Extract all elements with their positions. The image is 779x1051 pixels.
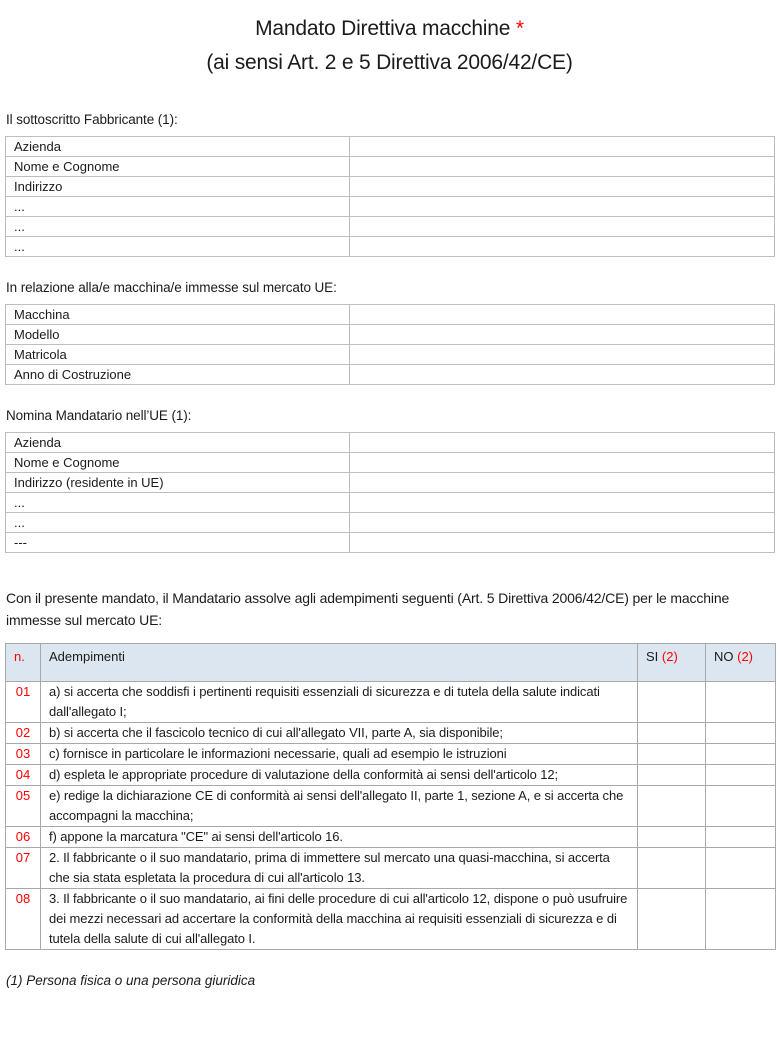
si-answer-cell[interactable] [638, 827, 706, 848]
table-row [6, 345, 775, 365]
field-value-cell[interactable] [350, 533, 775, 553]
required-asterisk: * [515, 17, 524, 40]
obligation-text-cell: a) si accerta che soddisfi i pertinenti requisiti essenziali di sicurezza e di tutela della salute indicati dall'allegato I; [41, 682, 638, 723]
field-label-cell: --- [6, 533, 350, 553]
obligation-text-cell: e) redige la dichiarazione CE di conformità ai sensi dell'allegato II, parte 1, sezione A, e si accerta che accompagni la macchina; [41, 786, 638, 827]
page-title [0, 12, 779, 80]
no-answer-cell[interactable] [706, 682, 776, 723]
table-row [6, 325, 775, 345]
obligation-text-cell: 2. Il fabbricante o il suo mandatario, prima di immettere sul mercato una quasi-macchina, si accerta che sia stata espletata la procedura di cui all'articolo 13. [41, 848, 638, 889]
fabbricante-table [5, 136, 775, 257]
field-label-cell: Macchina [6, 305, 350, 325]
obligation-row [6, 682, 776, 723]
no-answer-cell[interactable] [706, 723, 776, 744]
si-answer-cell[interactable] [638, 765, 706, 786]
field-label-cell: ... [6, 237, 350, 257]
obligation-text-cell: 3. Il fabbricante o il suo mandatario, ai fini delle procedure di cui all'articolo 12, dispone o può usufruire dei mezzi necessari ad accertare la conformità della macchina ai requisiti essenziali di sicurezza e di tutela della salute di cui all'allegato I. [41, 889, 638, 950]
obligation-text-cell: f) appone la marcatura "CE" ai sensi dell'articolo 16. [41, 827, 638, 848]
field-value-cell[interactable] [350, 305, 775, 325]
table-row [6, 217, 775, 237]
table-row [6, 493, 775, 513]
section-label-mandatario: Nomina Mandatario nell’UE (1): [6, 408, 192, 423]
table-row [6, 453, 775, 473]
table-row [6, 365, 775, 385]
si-answer-cell[interactable] [638, 889, 706, 950]
field-label-cell: Indirizzo [6, 177, 350, 197]
mandatario-table [5, 432, 775, 553]
table-row [6, 157, 775, 177]
obligation-row [6, 723, 776, 744]
field-value-cell[interactable] [350, 345, 775, 365]
field-value-cell[interactable] [350, 217, 775, 237]
col-header-si: SI (2) [638, 644, 706, 682]
row-number-cell: 03 [6, 744, 41, 765]
intro-paragraph: Con il presente mandato, il Mandatario assolve agli adempimenti seguenti (Art. 5 Direttiva 2006/42/CE) per le macchine immesse sul mercato UE: [6, 590, 730, 628]
table-row [6, 513, 775, 533]
field-value-cell[interactable] [350, 157, 775, 177]
table-row [6, 197, 775, 217]
section-label-fabbricante: Il sottoscritto Fabbricante (1): [6, 112, 178, 127]
si-answer-cell[interactable] [638, 786, 706, 827]
no-footnote-ref: (2) [737, 649, 754, 664]
no-answer-cell[interactable] [706, 889, 776, 950]
obligation-row [6, 889, 776, 950]
table-row [6, 473, 775, 493]
row-number-cell: 07 [6, 848, 41, 889]
table-row [6, 433, 775, 453]
row-number-cell: 01 [6, 682, 41, 723]
si-answer-cell[interactable] [638, 744, 706, 765]
obligation-row [6, 786, 776, 827]
si-answer-cell[interactable] [638, 682, 706, 723]
si-footnote-ref: (2) [661, 649, 678, 664]
title-line-2: (ai sensi Art. 2 e 5 Direttiva 2006/42/CE) [206, 51, 573, 74]
field-label-cell: ... [6, 513, 350, 533]
field-value-cell[interactable] [350, 473, 775, 493]
no-answer-cell[interactable] [706, 765, 776, 786]
col-header-adempimenti: Adempimenti [41, 644, 638, 682]
field-value-cell[interactable] [350, 197, 775, 217]
field-label-cell: Modello [6, 325, 350, 345]
field-value-cell[interactable] [350, 177, 775, 197]
macchina-table [5, 304, 775, 385]
si-answer-cell[interactable] [638, 723, 706, 744]
row-number-cell: 02 [6, 723, 41, 744]
obligations-table [5, 643, 776, 950]
obligation-row [6, 744, 776, 765]
no-answer-cell[interactable] [706, 827, 776, 848]
row-number-cell: 05 [6, 786, 41, 827]
no-answer-cell[interactable] [706, 786, 776, 827]
field-label-cell: Anno di Costruzione [6, 365, 350, 385]
obligation-row [6, 765, 776, 786]
field-value-cell[interactable] [350, 433, 775, 453]
table-row [6, 533, 775, 553]
footnote-1: (1) Persona fisica o una persona giuridica [6, 973, 256, 988]
row-number-cell: 04 [6, 765, 41, 786]
obligation-row [6, 827, 776, 848]
table-row [6, 237, 775, 257]
field-label-cell: ... [6, 493, 350, 513]
no-answer-cell[interactable] [706, 848, 776, 889]
title-line-1 [0, 12, 779, 46]
field-label-cell: Matricola [6, 345, 350, 365]
table-row [6, 137, 775, 157]
title-text: Mandato Direttiva macchine [255, 17, 511, 40]
field-label-cell: Nome e Cognome [6, 453, 350, 473]
field-value-cell[interactable] [350, 453, 775, 473]
section-label-macchina: In relazione alla/e macchina/e immesse sul mercato UE: [6, 280, 337, 295]
field-label-cell: ... [6, 197, 350, 217]
field-value-cell[interactable] [350, 137, 775, 157]
si-answer-cell[interactable] [638, 848, 706, 889]
row-number-cell: 08 [6, 889, 41, 950]
no-answer-cell[interactable] [706, 744, 776, 765]
obligation-text-cell: b) si accerta che il fascicolo tecnico di cui all'allegato VII, parte A, sia disponibile; [41, 723, 638, 744]
field-label-cell: Indirizzo (residente in UE) [6, 473, 350, 493]
field-value-cell[interactable] [350, 365, 775, 385]
field-label-cell: ... [6, 217, 350, 237]
obligations-header-row [6, 644, 776, 682]
table-row [6, 305, 775, 325]
obligation-row [6, 848, 776, 889]
obligation-text-cell: c) fornisce in particolare le informazioni necessarie, quali ad esempio le istruzioni [41, 744, 638, 765]
field-value-cell[interactable] [350, 237, 775, 257]
field-label-cell: Azienda [6, 137, 350, 157]
field-value-cell[interactable] [350, 325, 775, 345]
row-number-cell: 06 [6, 827, 41, 848]
field-label-cell: Azienda [6, 433, 350, 453]
col-header-num: n. [6, 644, 41, 682]
obligation-text-cell: d) espleta le appropriate procedure di valutazione della conformità ai sensi dell'articolo 12; [41, 765, 638, 786]
table-row [6, 177, 775, 197]
field-value-cell[interactable] [350, 513, 775, 533]
col-header-no: NO (2) [706, 644, 776, 682]
field-value-cell[interactable] [350, 493, 775, 513]
field-label-cell: Nome e Cognome [6, 157, 350, 177]
